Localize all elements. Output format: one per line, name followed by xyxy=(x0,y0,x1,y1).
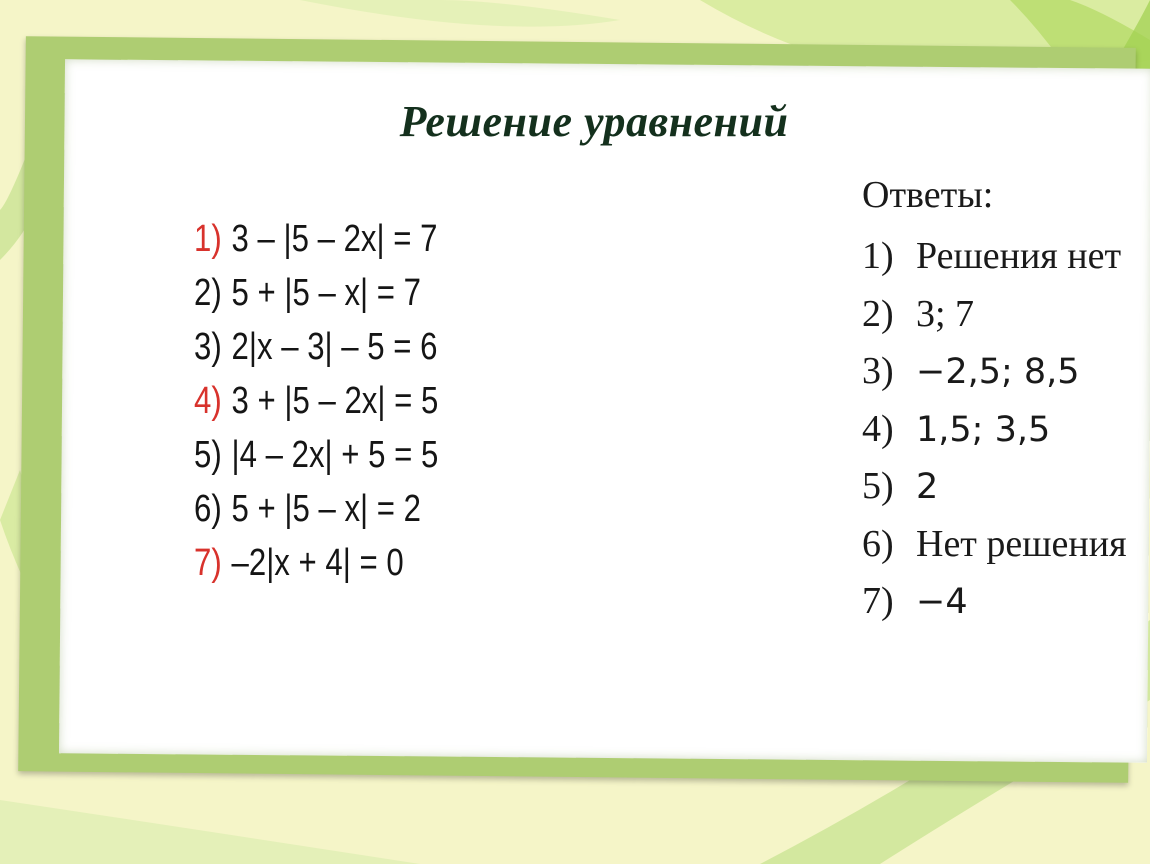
equation-item xyxy=(194,326,538,380)
equation-text: 5 + |5 – x| = 2 xyxy=(231,488,421,530)
equation-text: 5 + |5 – x| = 7 xyxy=(231,272,421,314)
equation-number: 4) xyxy=(194,380,222,422)
answer-item xyxy=(862,458,1150,516)
answers-heading: Ответы: xyxy=(862,174,994,216)
answers-list xyxy=(862,228,1150,631)
equation-text: –2|x + 4| = 0 xyxy=(231,542,404,584)
answer-number: 3) xyxy=(862,350,894,392)
answer-text: 2 xyxy=(916,467,939,507)
answer-item xyxy=(862,228,1150,286)
equation-text: 3 + |5 – 2x| = 5 xyxy=(231,380,439,422)
answer-item xyxy=(862,343,1150,401)
answer-number: 5) xyxy=(862,465,894,507)
equation-item xyxy=(194,272,538,326)
answer-number: 4) xyxy=(862,407,894,450)
answer-item xyxy=(862,286,1150,344)
equation-item xyxy=(194,380,538,434)
equation-text: 3 – |5 – 2x| = 7 xyxy=(231,218,438,260)
answer-text: Нет решения xyxy=(916,522,1127,565)
equation-item xyxy=(194,218,538,272)
answer-text: 3; 7 xyxy=(916,292,975,335)
slide-title: Решение уравнений xyxy=(399,97,789,146)
answer-number: 7) xyxy=(862,580,894,622)
equation-number: 2) xyxy=(194,272,222,314)
answer-item xyxy=(862,573,1150,631)
equation-number: 1) xyxy=(194,218,222,260)
equation-number: 6) xyxy=(194,488,222,530)
answer-item xyxy=(862,401,1150,459)
equation-item xyxy=(194,488,538,542)
answer-number: 1) xyxy=(862,235,894,277)
answer-number: 6) xyxy=(862,522,894,565)
equation-list xyxy=(194,218,614,596)
answer-item xyxy=(862,516,1150,574)
equation-item xyxy=(194,434,538,488)
answer-text: −2,5; 8,5 xyxy=(916,352,1080,392)
equation-item xyxy=(194,542,538,596)
equation-number: 7) xyxy=(194,542,222,584)
equation-text: 2|x – 3| – 5 = 6 xyxy=(231,326,438,368)
answer-text: Решения нет xyxy=(916,235,1122,277)
equation-number: 5) xyxy=(194,434,222,476)
answers-panel xyxy=(862,170,1150,631)
answer-number: 2) xyxy=(862,292,894,335)
equation-number: 3) xyxy=(194,326,222,368)
answer-text: 1,5; 3,5 xyxy=(916,409,1051,450)
equation-text: |4 – 2x| + 5 = 5 xyxy=(231,434,439,476)
answer-text: −4 xyxy=(916,582,968,622)
